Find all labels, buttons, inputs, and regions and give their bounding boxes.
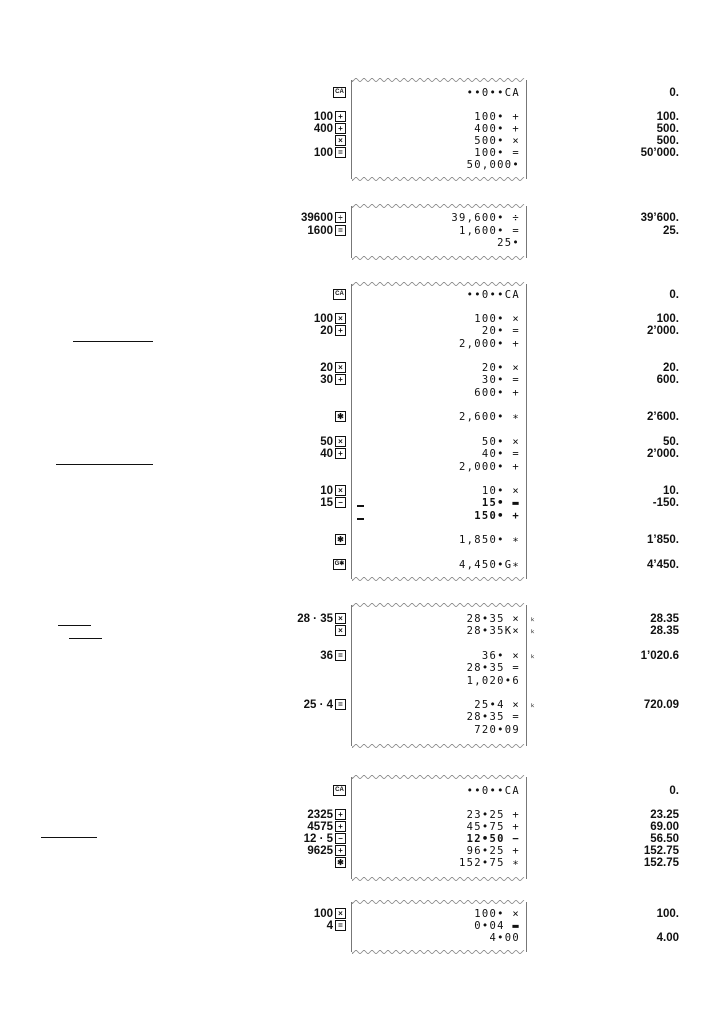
printed-line: 25•4 × [474,699,520,711]
key-entry: 1600 [307,225,333,237]
display-value: 600. [656,374,679,386]
key-entry: 10 [320,485,333,497]
key-entry: 100 [313,313,333,325]
key-sequence [301,212,346,225]
printed-line: ••0••CA [466,785,520,797]
display-value: 50’000. [640,147,679,159]
printed-line: 40• = [481,448,520,460]
display-value: 0. [669,87,679,99]
key-sequence [320,325,346,338]
key-entry: 100 [313,147,333,159]
tape-edge [352,256,526,260]
constant-mark: ₖ [531,625,535,635]
key-sequence [304,699,346,712]
key-entry: 20 [320,362,333,374]
display-value: 152.75 [643,857,679,869]
key-icon: CA [333,785,346,796]
key-icon: + [335,325,346,336]
tape-edge [352,78,526,82]
key-sequence [333,534,346,547]
printed-line: 0•04 ▬ [474,920,520,932]
underline [41,837,97,838]
display-value: 500. [656,123,679,135]
key-entry: 4 [326,920,333,932]
printed-line: 28•35 × [466,613,520,625]
tape-edge [352,744,526,748]
key-icon: + [335,821,346,832]
display-value: 10. [663,485,679,497]
key-sequence [320,650,346,663]
printed-line: 152•75 ∗ [459,857,520,869]
key-sequence [331,289,346,302]
key-sequence [307,225,346,238]
display-value: 0. [669,785,679,797]
printed-line: 15• ▬ [481,497,520,509]
tape-edge [352,577,526,581]
key-sequence [314,147,346,160]
key-entry: 39600 [301,212,333,224]
key-sequence [333,857,346,870]
key-icon: ✱ [335,857,346,868]
key-icon: − [335,833,346,844]
tape-edge [352,177,526,181]
printed-line: 12•50 − [466,833,520,845]
printed-line: 36• × [481,650,520,662]
key-icon: + [335,448,346,459]
key-icon: ✱ [335,411,346,422]
printed-line: 100• × [474,313,520,325]
printed-line: 45•75 + [466,821,520,833]
display-value: 28.35 [650,613,679,625]
display-value: 20. [663,362,679,374]
key-entry: 12 · 5 [303,833,333,845]
key-icon: × [335,908,346,919]
key-icon: + [335,123,346,134]
key-icon: + [335,374,346,385]
printed-line: 2,000• + [459,461,520,473]
key-icon: × [335,135,346,146]
key-icon: ÷ [335,212,346,223]
printed-line: 1,020•6 [466,675,520,687]
key-icon: × [335,613,346,624]
key-sequence [333,411,346,424]
printed-line: 23•25 + [466,809,520,821]
key-sequence [331,559,346,572]
display-value: -150. [652,497,679,509]
key-entry: 36 [320,650,333,662]
tape-edge [352,877,526,881]
tape-edge [352,603,526,607]
printed-line: 2,600• ∗ [459,411,520,423]
key-entry: 20 [320,325,333,337]
printed-line: 600• + [474,387,520,399]
tape-edge [352,282,526,286]
key-icon: = [335,147,346,158]
key-icon: = [335,699,346,710]
display-value: 720.09 [643,699,679,711]
key-icon: = [335,650,346,661]
key-sequence [327,920,346,933]
display-value: 69.00 [650,821,679,833]
display-value: 56.50 [650,833,679,845]
printed-line: 2,000• + [459,338,520,350]
tape-edge [352,775,526,779]
constant-mark: ₖ [531,699,535,709]
display-value: 2’000. [647,448,679,460]
printed-line: 1,600• = [459,225,520,237]
tape-edge [352,950,526,954]
key-sequence [331,785,346,798]
key-icon: G✱ [333,559,346,570]
display-value: 4’450. [647,559,679,571]
printed-line: 10• × [481,485,520,497]
printed-line: 100• × [474,908,520,920]
underline [56,464,153,465]
key-entry: 2325 [307,809,333,821]
printed-line: 50• × [481,436,520,448]
printed-line: 4•00 [489,932,520,944]
printed-line: 20• × [481,362,520,374]
display-value: 23.25 [650,809,679,821]
printed-line: 25• [497,237,520,249]
underline [69,638,102,639]
key-icon: × [335,313,346,324]
printed-line: 720•09 [474,724,520,736]
display-value: 28.35 [650,625,679,637]
display-value: 100. [656,111,679,123]
printed-line: 4,450•G∗ [459,559,520,571]
display-value: 50. [663,436,679,448]
key-entry: 4575 [307,821,333,833]
key-icon: × [335,485,346,496]
key-entry: 100 [313,908,333,920]
key-icon: = [335,225,346,236]
printed-line: 400• + [474,123,520,135]
key-icon: CA [333,289,346,300]
key-sequence [320,497,346,510]
printed-line: 150• + [474,510,520,522]
underline [73,341,153,342]
display-value: 0. [669,289,679,301]
key-entry: 100 [313,111,333,123]
display-value: 4.00 [656,932,679,944]
key-entry: 40 [320,448,333,460]
key-icon: + [335,809,346,820]
display-value: 100. [656,313,679,325]
printed-line: 20• = [481,325,520,337]
printed-line: 500• × [474,135,520,147]
display-value: 2’000. [647,325,679,337]
underline [58,625,91,626]
key-entry: 28 · 35 [297,613,333,625]
key-sequence [333,625,346,638]
key-icon: CA [333,87,346,98]
display-value: 1’850. [647,534,679,546]
printed-line: 96•25 + [466,845,520,857]
key-entry: 9625 [307,845,333,857]
key-sequence [331,87,346,100]
key-icon: − [335,497,346,508]
key-icon: ✱ [335,534,346,545]
display-value: 39’600. [640,212,679,224]
printed-line: 28•35 = [466,711,520,723]
printed-line: ••0••CA [466,87,520,99]
printed-line: 39,600• ÷ [451,212,520,224]
key-entry: 25 · 4 [303,699,333,711]
tape-edge [352,900,526,904]
printed-line: 1,850• ∗ [459,534,520,546]
key-icon: × [335,436,346,447]
display-value: 152.75 [643,845,679,857]
key-icon: × [335,625,346,636]
printed-line: ••0••CA [466,289,520,301]
key-sequence [320,374,346,387]
key-icon: + [335,845,346,856]
key-sequence [320,448,346,461]
key-entry: 400 [313,123,333,135]
printed-line: 30• = [481,374,520,386]
printed-line: 50,000• [466,159,520,171]
constant-mark: ₖ [531,650,535,660]
printed-line: 28•35K× [466,625,520,637]
display-value: 25. [663,225,679,237]
key-entry: 30 [320,374,333,386]
key-icon: × [335,362,346,373]
key-entry: 50 [320,436,333,448]
key-icon: = [335,920,346,931]
key-entry: 15 [320,497,333,509]
display-value: 2’600. [647,411,679,423]
tape-edge [352,204,526,208]
printed-line: 100• + [474,111,520,123]
key-icon: + [335,111,346,122]
constant-mark: ₖ [531,613,535,623]
printed-line: 100• = [474,147,520,159]
display-value: 1’020.6 [640,650,679,662]
printed-line: 28•35 = [466,662,520,674]
display-value: 100. [656,908,679,920]
display-value: 500. [656,135,679,147]
